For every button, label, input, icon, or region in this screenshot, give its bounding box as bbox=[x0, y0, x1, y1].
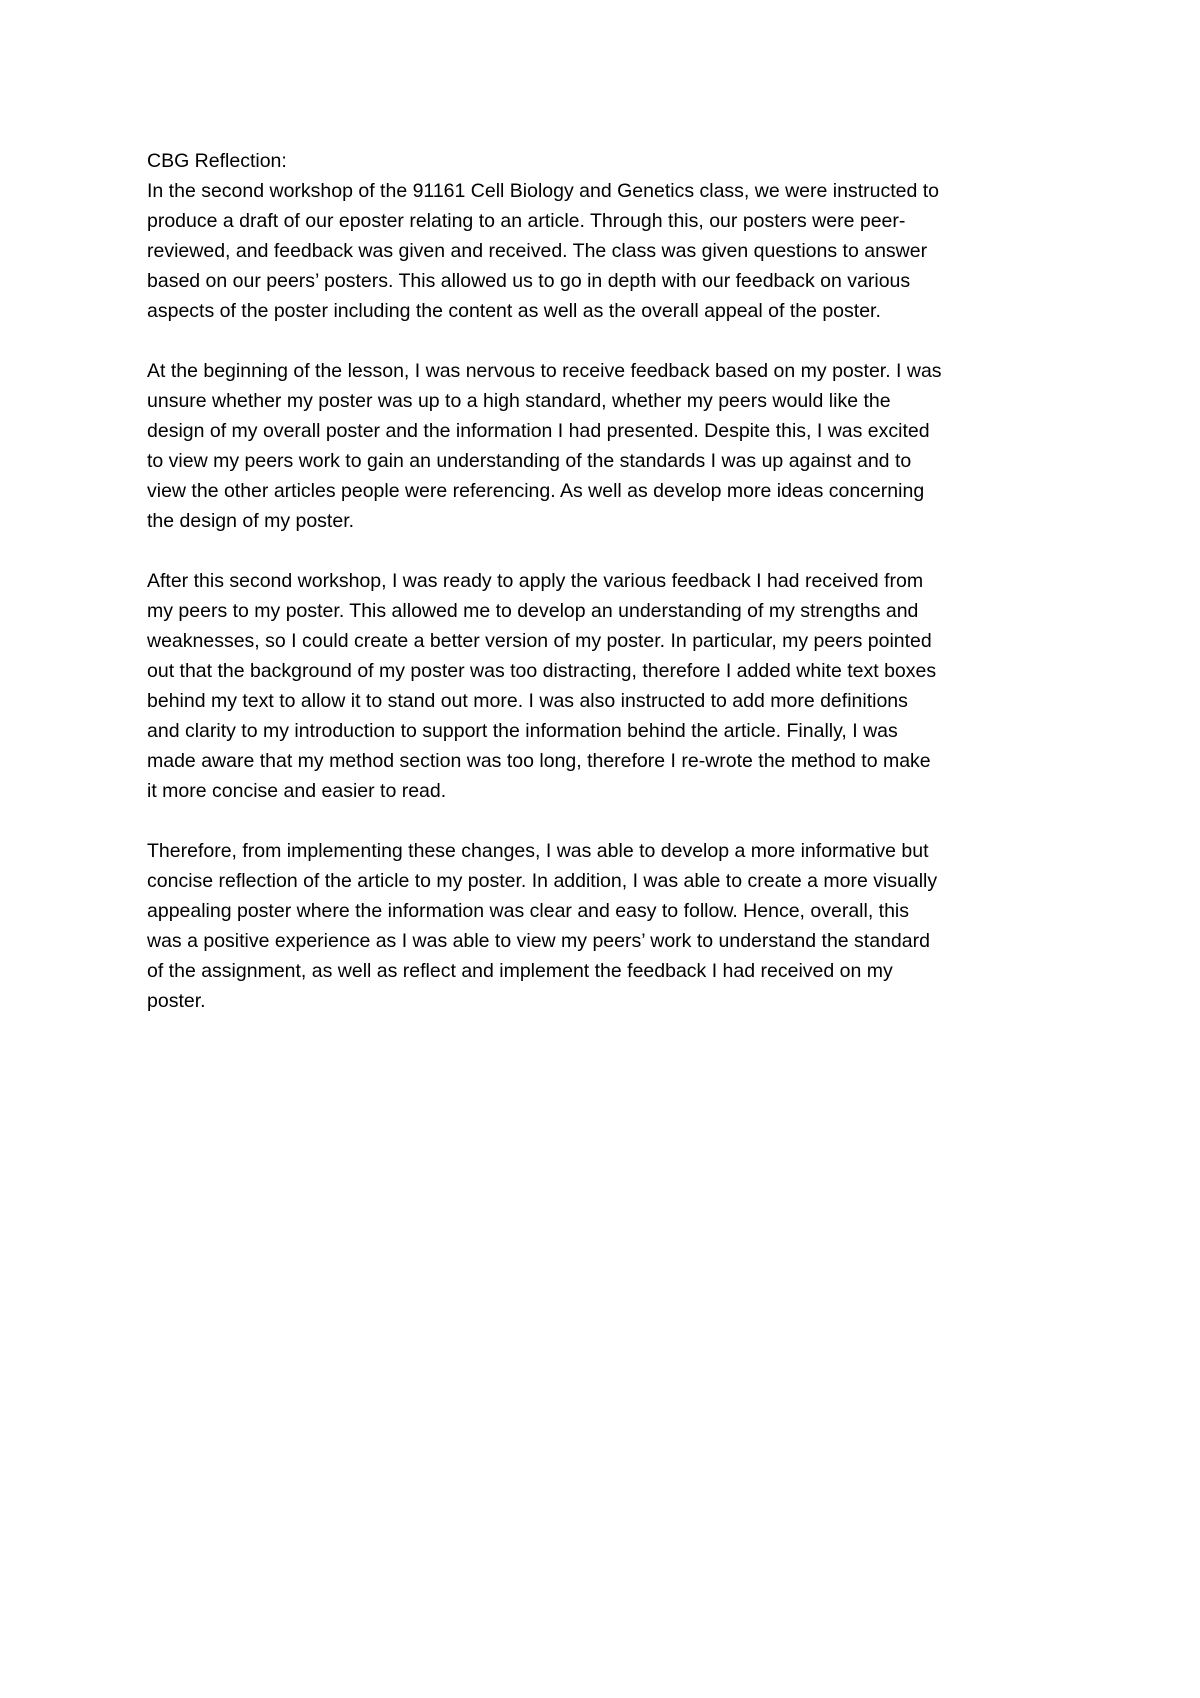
paragraph-line: out that the background of my poster was too distracting, therefore I added white text boxes bbox=[147, 660, 937, 682]
paragraph-line: was a positive experience as I was able to view my peers’ work to understand the standard bbox=[147, 930, 930, 952]
paragraph-2 bbox=[147, 356, 1067, 536]
paragraph-line: At the beginning of the lesson, I was nervous to receive feedback based on my poster. I was bbox=[147, 360, 942, 382]
paragraph-line: behind my text to allow it to stand out more. I was also instructed to add more definitions bbox=[147, 690, 908, 712]
paragraph-line: based on our peers’ posters. This allowed us to go in depth with our feedback on various bbox=[147, 270, 911, 292]
paragraph-line: and clarity to my introduction to support the information behind the article. Finally, I was bbox=[147, 720, 898, 742]
paragraph-line: After this second workshop, I was ready to apply the various feedback I had received from bbox=[147, 570, 924, 592]
paragraph-line: In the second workshop of the 91161 Cell Biology and Genetics class, we were instructed to bbox=[147, 180, 939, 202]
paragraph-line: weaknesses, so I could create a better version of my poster. In particular, my peers pointed bbox=[147, 630, 932, 652]
paragraph-line: poster. bbox=[147, 990, 206, 1012]
paragraph-line: reviewed, and feedback was given and received. The class was given questions to answer bbox=[147, 240, 928, 262]
paragraph-3 bbox=[147, 566, 1067, 806]
paragraph-line: the design of my poster. bbox=[147, 510, 355, 532]
paragraph-line: my peers to my poster. This allowed me to develop an understanding of my strengths and bbox=[147, 600, 919, 622]
paragraph-line: it more concise and easier to read. bbox=[147, 780, 447, 802]
paragraph-line: design of my overall poster and the information I had presented. Despite this, I was excited bbox=[147, 420, 930, 442]
paragraph-line: of the assignment, as well as reflect and implement the feedback I had received on my bbox=[147, 960, 893, 982]
paragraph-line: view the other articles people were referencing. As well as develop more ideas concerning bbox=[147, 480, 925, 502]
paragraph-line: concise reflection of the article to my poster. In addition, I was able to create a more visually bbox=[147, 870, 938, 892]
paragraph-line: appealing poster where the information was clear and easy to follow. Hence, overall, this bbox=[147, 900, 910, 922]
paragraph-line: to view my peers work to gain an understanding of the standards I was up against and to bbox=[147, 450, 912, 472]
paragraph-4 bbox=[147, 836, 1067, 1016]
document-title: CBG Reflection: bbox=[147, 150, 287, 172]
paragraph-1 bbox=[147, 176, 1067, 326]
paragraph-line: made aware that my method section was too long, therefore I re-wrote the method to make bbox=[147, 750, 931, 772]
paragraph-line: aspects of the poster including the content as well as the overall appeal of the poster. bbox=[147, 300, 881, 322]
paragraph-line: Therefore, from implementing these changes, I was able to develop a more informative but bbox=[147, 840, 929, 862]
paragraph-line: produce a draft of our eposter relating to an article. Through this, our posters were peer- bbox=[147, 210, 906, 232]
document-body bbox=[147, 146, 1067, 1046]
paragraph-line: unsure whether my poster was up to a high standard, whether my peers would like the bbox=[147, 390, 891, 412]
